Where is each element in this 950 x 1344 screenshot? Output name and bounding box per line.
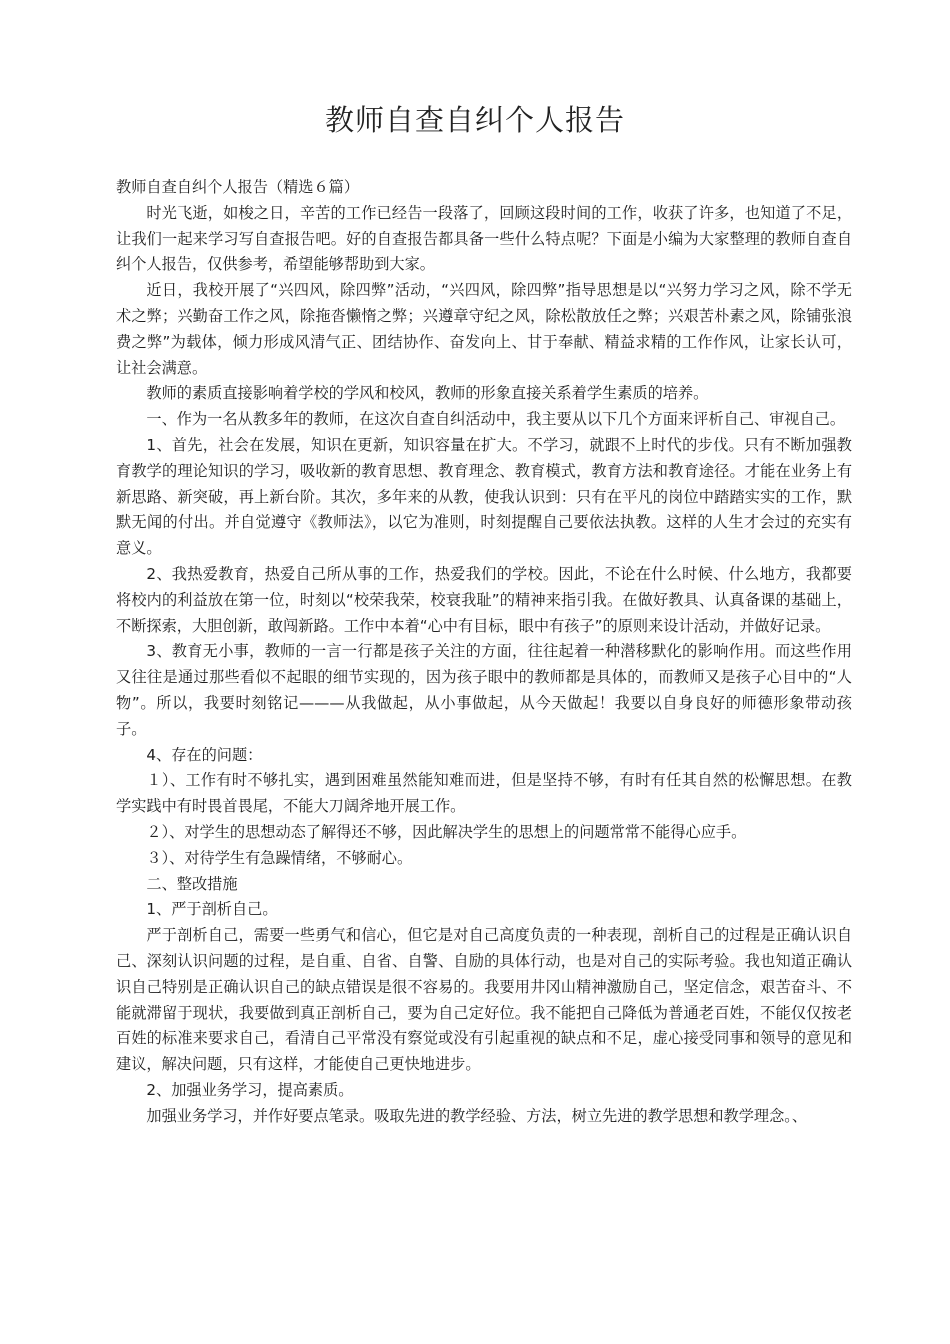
measure-two-paragraph: 加强业务学习，并作好要点笔录。吸取先进的教学经验、方法，树立先进的教学思想和教学理念。、 <box>146 1106 808 1125</box>
quality-paragraph: 教师的素质直接影响着学校的学风和校风，教师的形象直接关系着学生素质的培养。 <box>146 384 709 403</box>
problem-two: ２）、对学生的思想动态了解得还不够，因此解决学生的思想上的问题常常不能得心应手。 <box>146 822 747 841</box>
background-paragraph: 近日，我校开展了“兴四风，除四弊”活动，“兴四风，除四弊”指导思想是以“兴努力学习之风，除不学无术之弊；兴勤奋工作之风，除拖沓懒惰之弊；兴遵章守纪之风，除松散放任之弊；兴艰苦朴素之风，除铺张浪费之弊”为载体，倾力形成风清气正、团结协作、奋发向上、甘于奉献、精益求精的工作作风，让家长认可，让社会满意。 <box>116 281 852 377</box>
document-title: 教师自查自纠个人报告 <box>324 103 625 137</box>
problems-heading: 4、存在的问题： <box>146 745 263 764</box>
problem-three: ３）、对待学生有急躁情绪，不够耐心。 <box>146 848 413 867</box>
measure-one-heading: 1、严于剖析自己。 <box>146 900 278 919</box>
problem-one: １）、工作有时不够扎实，遇到困难虽然能知难而进，但是坚持不够，有时有任其自然的松懈思想。在教学实践中有时畏首畏尾，不能大刀阔斧地开展工作。 <box>116 771 852 816</box>
point-two-paragraph: 2、我热爱教育，热爱自己所从事的工作，热爱我们的学校。因此，不论在什么时候、什么地方，我都要将校内的利益放在第一位，时刻以“校荣我荣，校衰我耻”的精神来指引我。在做好教具、认真备课的基础上，不断探索，大胆创新，敢闯新路。工作中本着“心中有目标，眼中有孩子”的原则来设计活动，并做好记录。 <box>116 564 852 635</box>
section-two-heading: 二、整改措施 <box>146 874 238 893</box>
document-subtitle: 教师自查自纠个人报告（精选６篇） <box>116 178 359 196</box>
section-one-heading: 一、作为一名从教多年的教师，在这次自查自纠活动中，我主要从以下几个方面来评析自己、审视自己。 <box>146 410 846 429</box>
measure-one-paragraph: 严于剖析自己，需要一些勇气和信心，但它是对自己高度负责的一种表现，剖析自己的过程是正确认识自己、深刻认识问题的过程，是自重、自省、自警、自励的具体行动，也是对自己的实际考验。我也知道正确认识自己特别是正确认识自己的缺点错误是很不容易的。我要用井冈山精神激励自己，坚定信念，艰苦奋斗、不能就滞留于现状，我要做到真正剖析自己，要为自己定好位。我不能把自己降低为普通老百姓，不能仅仅按老百姓的标准来要求自己，看清自己平常没有察觉或没有引起重视的缺点和不足，虚心接受同事和领导的意见和建议，解决问题，只有这样，才能使自己更快地进步。 <box>116 926 852 1074</box>
point-three-paragraph: 3、教育无小事，教师的一言一行都是孩子关注的方面，往往起着一种潜移默化的影响作用。而这些作用又往往是通过那些看似不起眼的细节实现的，因为孩子眼中的教师都是具体的，而教师又是孩子心目中的“人物”。所以，我要时刻铭记———从我做起，从小事做起，从今天做起！我要以自身良好的师德形象带动孩子。 <box>116 642 852 738</box>
point-one-paragraph: 1、首先，社会在发展，知识在更新，知识容量在扩大。不学习，就跟不上时代的步伐。只有不断加强教育教学的理论知识的学习，吸收新的教育思想、教育理念、教育模式，教育方法和教育途径。才能在业务上有新思路、新突破，再上新台阶。其次，多年来的从教，使我认识到：只有在平凡的岗位中踏踏实实的工作，默默无闻的付出。并自觉遵守《教师法》，以它为准则，时刻提醒自己要依法执教。这样的人生才会过的充实有意义。 <box>116 435 852 558</box>
measure-two-heading: 2、加强业务学习，提高素质。 <box>146 1080 354 1099</box>
intro-paragraph: 时光飞逝，如梭之日，辛苦的工作已经告一段落了，回顾这段时间的工作，收获了许多，也知道了不足，让我们一起来学习写自查报告吧。好的自查报告都具备一些什么特点呢？下面是小编为大家整理的教师自查自纠个人报告，仅供参考，希望能够帮助到大家。 <box>116 203 852 274</box>
document-body <box>116 175 852 1129</box>
